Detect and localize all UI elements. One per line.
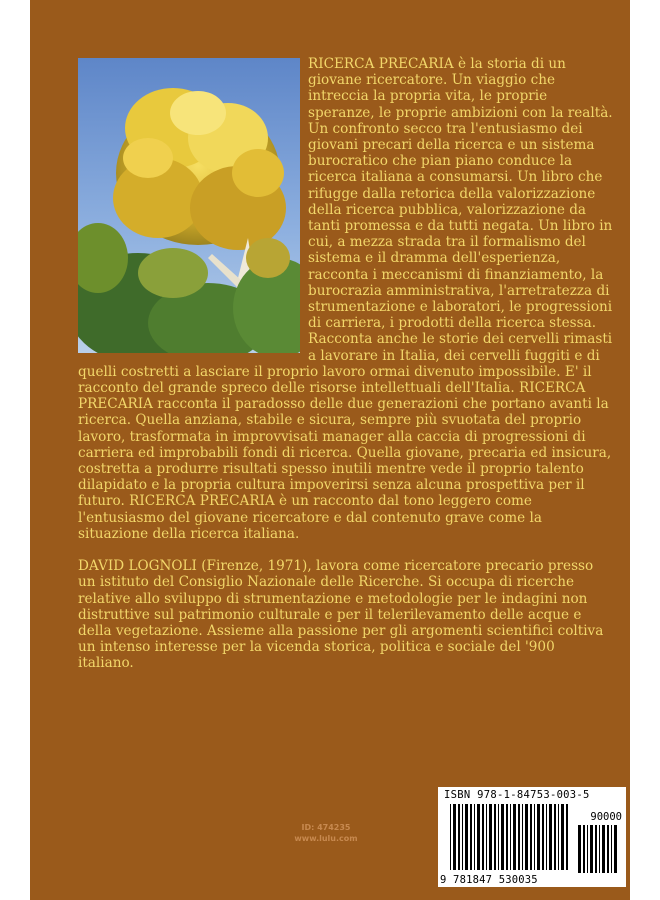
imprint-url: www.lulu.com	[294, 834, 358, 843]
back-cover-text	[78, 56, 614, 688]
price-barcode-bars-icon	[578, 825, 618, 873]
photo-spacer	[78, 56, 308, 354]
isbn-barcode	[438, 787, 626, 887]
isbn-digits: 9 781847 530035	[440, 874, 538, 886]
price-code: 90000	[590, 811, 622, 823]
book-description: RICERCA PRECARIA è la storia di un giovane ricercatore. Un viaggio che intreccia la propria vita, le proprie speranze, le proprie ambizioni con la realtà. Un confronto secco tra l'entusiasmo dei giovani precari della ricerca e un sistema burocratico che pian piano conduce la ricerca italiana a consumarsi. Un libro che rifugge dalla retorica della valorizzazione della ricerca pubblica, valorizzazione da tanti promessa e da tutti negata. Un libro in cui, a mezza strada tra il formalismo del sistema e il dramma dell'esperienza, racconta i meccanismi di finanziamento, la burocrazia amministrativa, l'arretratezza di strumentazione e laboratori, le progressioni di carriera, i prodotti della ricerca stessa. Racconta anche le storie dei cervelli rimasti a lavorare in Italia, dei cervelli fuggiti e di quelli costretti a lasciare il proprio lavoro ormai divenuto impossibile. E' il racconto del grande spreco delle risorse intellettuali dell'Italia. RICERCA PRECARIA racconta il paradosso delle due generazioni che portano avanti la ricerca. Quella anziana, stabile e sicura, sempre più svuotata del proprio lavoro, trasformata in improvvisati manager alla caccia di progressioni di carriera ed improbabili fondi di ricerca. Quella giovane, precaria ed insicura, costretta a produrre risultati spesso inutili mentre vede il proprio talento dilapidato e la propria cultura impoverirsi senza alcuna prospettiva per il futuro. RICERCA PRECARIA è un racconto dal tono leggero come l'entusiasmo del giovane ricercatore e dal contenuto grave come la situazione della ricerca italiana.	[78, 56, 613, 542]
back-cover	[30, 0, 630, 900]
author-bio: DAVID LOGNOLI (Firenze, 1971), lavora come ricercatore precario presso un istituto del Consiglio Nazionale delle Ricerche. Si occupa di ricerche relative allo sviluppo di strumentazione e metodologie per le indagini non distruttive sul patrimonio culturale e per il telerilevamento delle acque e della vegetazione. Assieme alla passione per gli argomenti scientifici coltiva un intenso interesse per la vicenda storica, politica e sociale del '900 italiano.	[78, 558, 604, 672]
publisher-imprint	[276, 822, 376, 844]
isbn-label: ISBN 978-1-84753-003-5	[444, 789, 590, 801]
barcode-bars-icon	[450, 804, 570, 870]
imprint-id: ID: 474235	[301, 823, 351, 832]
